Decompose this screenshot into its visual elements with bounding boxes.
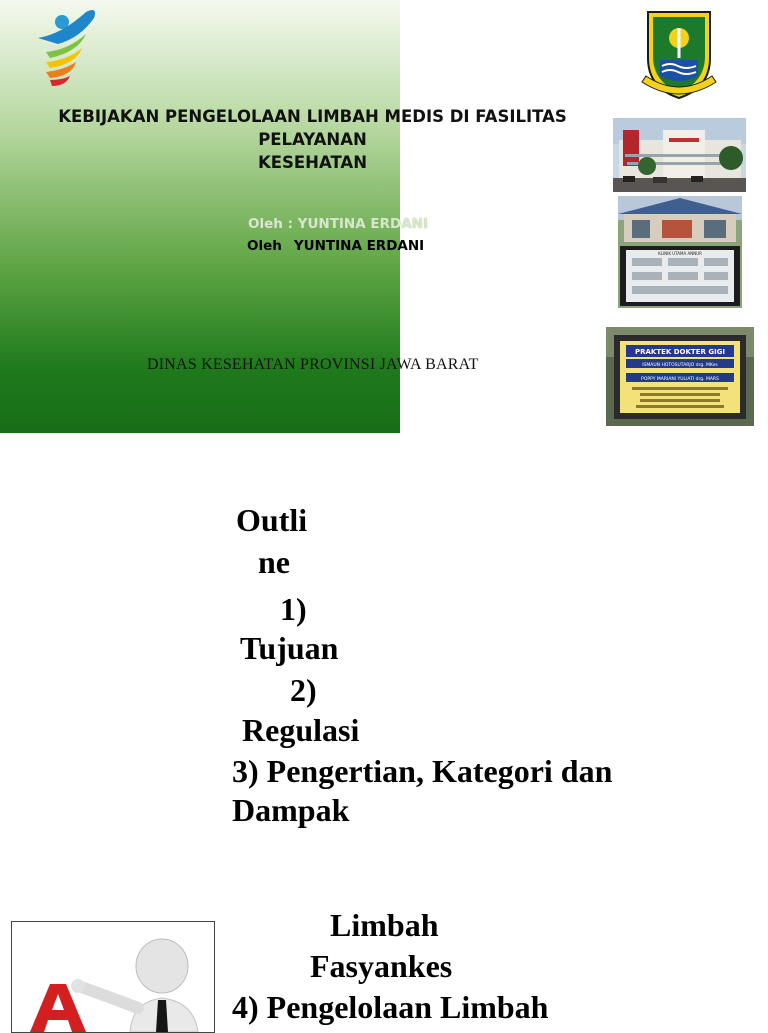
outline-heading-part-2: ne: [258, 544, 290, 580]
outline-item-3-line-2: Dampak: [232, 792, 350, 828]
outline-item-1-number: 1): [280, 591, 307, 627]
outline-item-3-line-4: Fasyankes: [310, 948, 453, 984]
author-prefix: Oleh: [247, 238, 282, 254]
dental-sign-line-2: POPPY MARIANI YULIATI drg. MARS: [641, 377, 719, 382]
clinic-sign-photo: [618, 196, 742, 308]
dental-practice-sign-photo: [606, 327, 754, 426]
hospital-building-photo: [613, 118, 746, 192]
dental-sign-title: PRAKTEK DOKTER GIGI: [634, 348, 726, 356]
jawa-barat-emblem-icon: [640, 6, 718, 102]
presenter-figure-image: [11, 921, 215, 1033]
outline-heading-part-1: Outli: [236, 502, 308, 538]
colorful-figure-logo-icon: [28, 4, 102, 88]
presentation-title: [50, 105, 575, 174]
author-name: YUNTINA ERDANI: [293, 238, 425, 254]
title-line-3: KESEHATAN: [257, 153, 368, 172]
outline-item-2-number: 2): [290, 672, 317, 708]
title-line-1: KEBIJAKAN PENGELOLAAN LIMBAH MEDIS DI FASILITAS: [58, 107, 567, 126]
author-line: [247, 238, 424, 254]
clinic-sign-text: KLINIK UTAMA ANNUR: [658, 251, 702, 256]
dental-sign-line-1: ISMAUN HOTOSUTARJO drg. MKes: [642, 363, 718, 368]
outline-item-4: 4) Pengelolaan Limbah: [232, 989, 549, 1025]
title-line-2: PELAYANAN: [258, 130, 367, 149]
outline-item-1-label: Tujuan: [240, 630, 339, 666]
agency-name: DINAS KESEHATAN PROVINSI JAWA BARAT: [147, 356, 479, 373]
outline-item-3-line-1: 3) Pengertian, Kategori dan: [232, 753, 613, 789]
author-ghost-text: Oleh : YUNTINA ERDANI: [248, 216, 428, 232]
outline-item-2-label: Regulasi: [242, 712, 360, 748]
outline-item-3-line-3: Limbah: [330, 907, 439, 943]
